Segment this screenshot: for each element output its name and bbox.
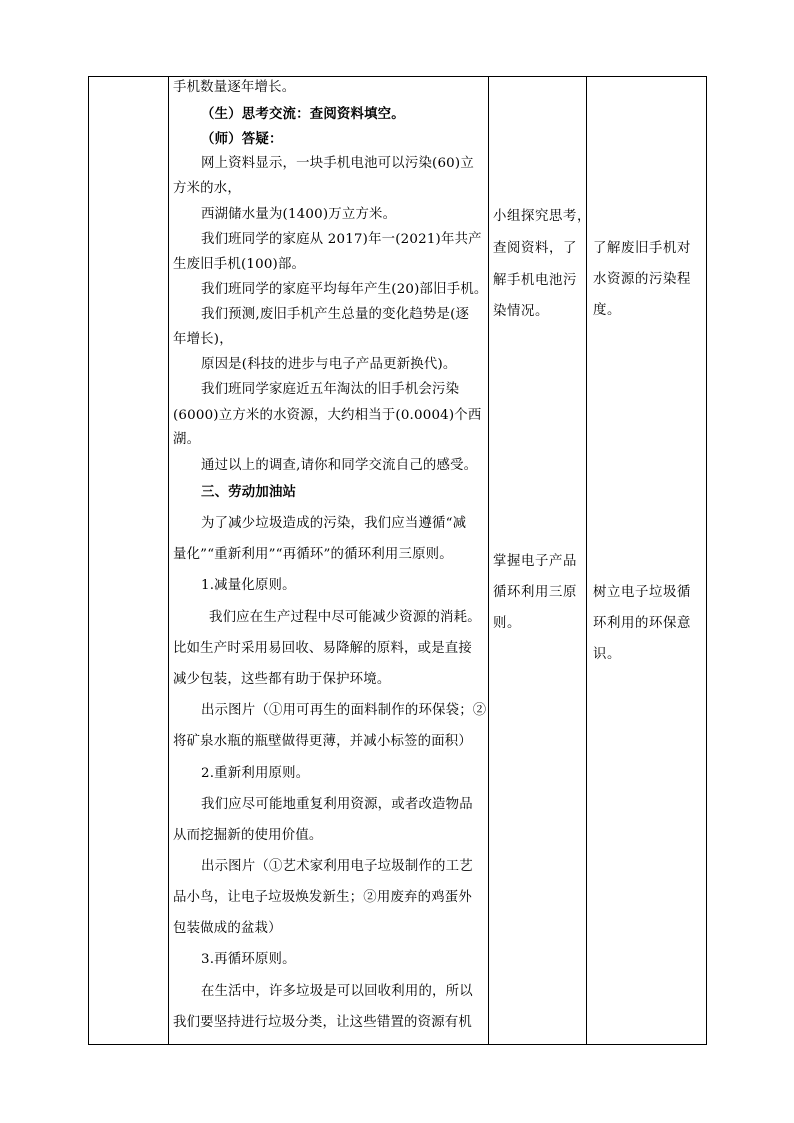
- process-line: 年增长)，: [173, 332, 233, 347]
- design-intent-line: 环利用的环保意: [593, 616, 691, 631]
- process-line: 湖。: [173, 432, 201, 447]
- process-line: 手机数量逐年增长。: [173, 80, 296, 95]
- student-activity-line: 掌握电子产品: [493, 554, 577, 569]
- process-line: 比如生产时采用易回收、易降解的原料，或是直接: [173, 641, 472, 656]
- process-line: 出示图片（①用可再生的面料制作的环保袋；②: [201, 703, 487, 718]
- process-line: 我们要坚持进行垃圾分类，让这些错置的资源有机: [173, 1015, 472, 1030]
- process-line: 量化”“重新利用”“再循环”的循环利用三原则。: [173, 547, 453, 562]
- student-activity-cell: [489, 77, 591, 1045]
- student-activity-line: 染情况。: [493, 304, 549, 319]
- process-line: 我们班同学家庭近五年淘汰的旧手机会污染: [201, 382, 460, 397]
- lesson-plan-table: [88, 76, 707, 1045]
- stage-cell: [89, 77, 169, 1045]
- process-line: 包装做成的盆栽）: [173, 921, 282, 936]
- process-line: 我们应在生产过程中尽可能减少资源的消耗。: [209, 610, 481, 625]
- process-line: 我们班同学的家庭从 2017)年一(2021)年共产: [201, 232, 482, 247]
- process-line: 我们班同学的家庭平均每年产生(20)部旧手机。: [201, 282, 488, 297]
- process-line: 网上资料显示，一块手机电池可以污染(60)立: [201, 156, 474, 171]
- process-line: 我们预测,废旧手机产生总量的变化趋势是(逐: [201, 307, 470, 322]
- process-line: 1.减量化原则。: [201, 578, 296, 593]
- section-heading: 三、劳动加油站: [201, 484, 297, 500]
- student-activity-line: 循环利用三原: [493, 585, 577, 600]
- process-line: 通过以上的调查,请你和同学交流自己的感受。: [201, 458, 478, 473]
- student-activity-line: 查阅资料，了: [493, 241, 577, 256]
- design-intent-line: 了解废旧手机对: [593, 241, 691, 256]
- design-intent-line: 树立电子垃圾循: [593, 585, 691, 600]
- process-line: 3.再循环原则。: [201, 952, 296, 967]
- process-line: (6000)立方米的水资源，大约相当于(0.0004)个西: [173, 408, 482, 423]
- student-activity-line: 解手机电池污: [493, 273, 577, 288]
- table-row: [89, 77, 707, 1045]
- student-activity-line: 则。: [493, 616, 521, 631]
- process-line: 为了减少垃圾造成的污染，我们应当遵循“减: [201, 516, 467, 531]
- process-line: 2.重新利用原则。: [201, 766, 310, 781]
- process-line: （生）思考交流：查阅资料填空。: [201, 106, 405, 122]
- process-line: 生废旧手机(100)部。: [173, 257, 306, 272]
- process-line: 西湖储水量为(1400)万立方米。: [201, 207, 397, 222]
- teaching-process-cell: [169, 77, 489, 1045]
- process-line: 减少包装，这些都有助于保护环境。: [173, 672, 391, 687]
- student-activity-line: 小组探究思考，: [493, 209, 591, 224]
- design-intent-line: 识。: [593, 647, 621, 662]
- process-line: 出示图片（①艺术家利用电子垃圾制作的工艺: [201, 859, 473, 874]
- process-line: 方米的水，: [173, 181, 241, 196]
- process-line: 品小鸟，让电子垃圾焕发新生；②用废弃的鸡蛋外: [173, 890, 472, 905]
- design-intent-line: 度。: [593, 303, 621, 318]
- design-intent-line: 水资源的污染程: [593, 272, 691, 287]
- process-line: 原因是(科技的进步与电子产品更新换代)。: [201, 357, 457, 372]
- process-line: 从而挖掘新的使用价值。: [173, 828, 323, 843]
- process-line: 将矿泉水瓶的瓶壁做得更薄，并减小标签的面积）: [173, 734, 472, 749]
- process-line: 我们应尽可能地重复利用资源，或者改造物品: [201, 797, 473, 812]
- process-line: （师）答疑：: [201, 131, 283, 147]
- process-line: 在生活中，许多垃圾是可以回收利用的，所以: [201, 984, 473, 999]
- design-intent-cell: [587, 77, 707, 1045]
